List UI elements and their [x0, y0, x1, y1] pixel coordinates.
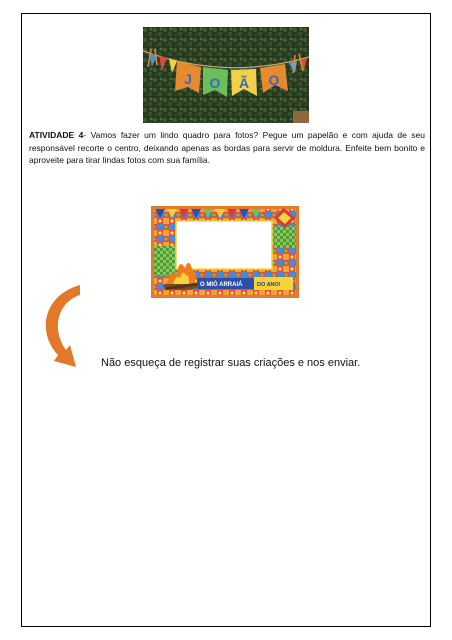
photo-window — [176, 221, 272, 269]
activity-label: ATIVIDADE 4 — [29, 130, 84, 140]
activity-paragraph — [29, 129, 425, 167]
frame-svg — [151, 206, 299, 298]
svg-text:J: J — [184, 71, 192, 87]
bunting-illustration — [143, 27, 309, 123]
banner-photo — [143, 27, 309, 123]
svg-text:O: O — [209, 75, 221, 91]
reminder-text: Não esqueça de registrar suas criações e nos enviar. — [101, 357, 361, 369]
frame-title-part2: DO ANO! — [257, 282, 281, 288]
svg-text:O: O — [268, 72, 280, 88]
activity-instructions: - Vamos fazer um lindo quadro para fotos? Pegue um papelão e com ajuda de seu responsável recorte o centro, deixando apenas as bordas para servir de moldura. Enfeite bem bonito e aproveite para tirar lindas fotos com sua família. — [29, 130, 425, 165]
svg-text:Ã: Ã — [238, 75, 250, 91]
curved-arrow-icon — [36, 283, 86, 375]
frame-title-part1: O MIÓ ARRAIÁ — [200, 282, 243, 288]
photo-frame-illustration — [151, 206, 299, 298]
